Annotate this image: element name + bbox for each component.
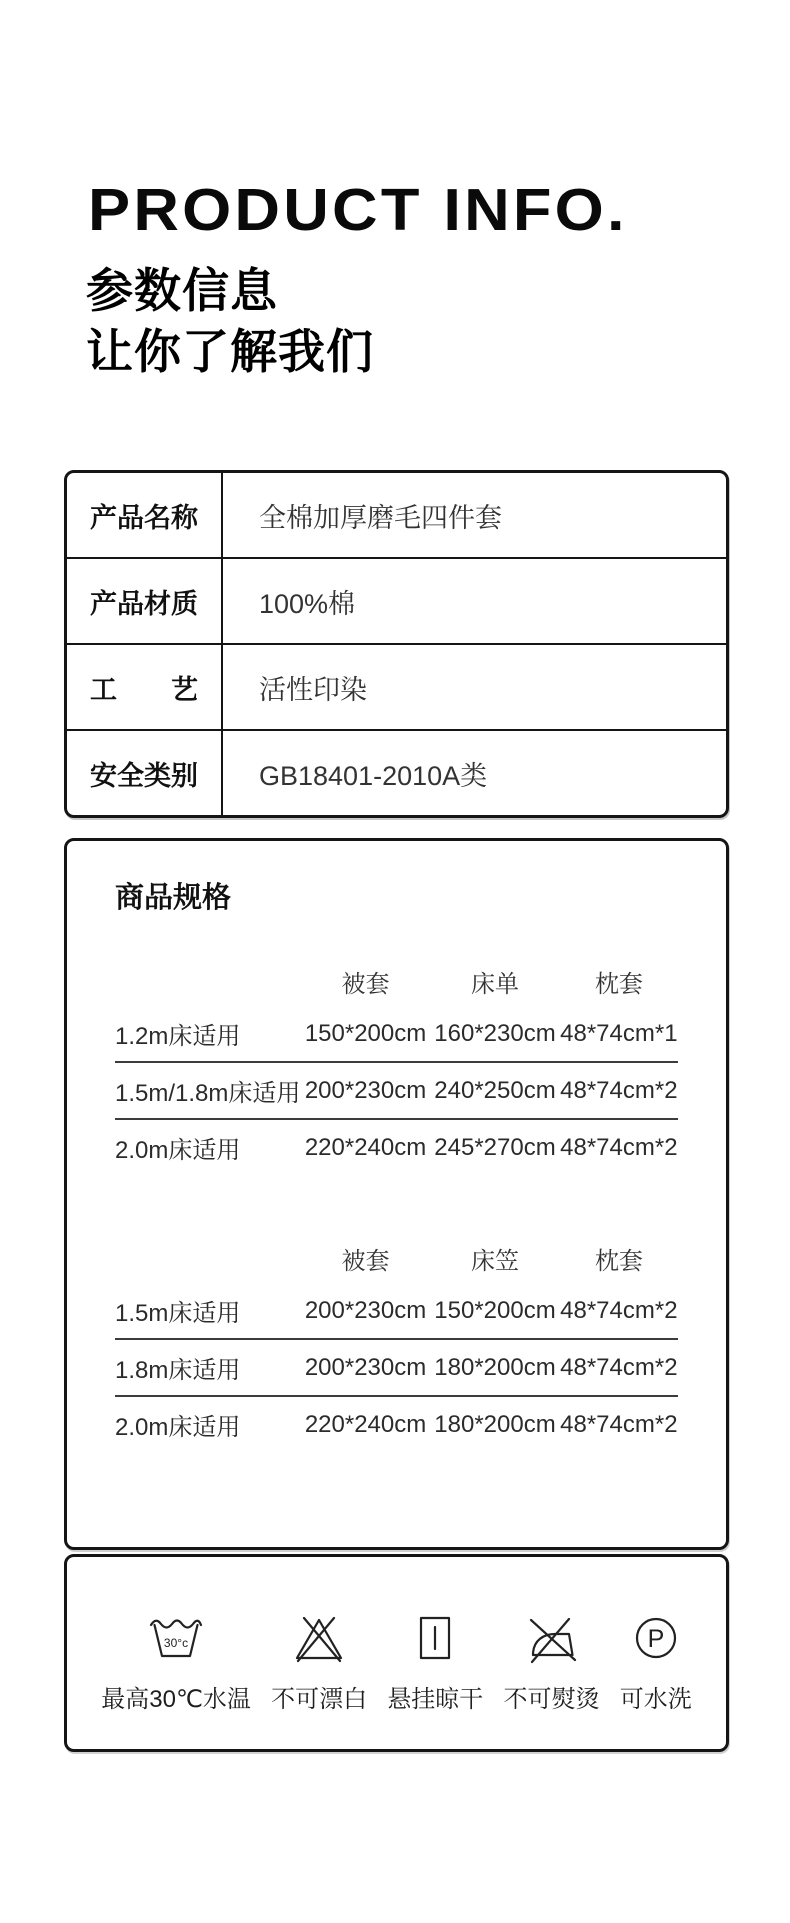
spec-value: 48*74cm*2 <box>560 1353 678 1381</box>
spec-row <box>115 1340 678 1397</box>
spec-header-pillowcase: 枕套 <box>594 1247 643 1275</box>
no-bleach-icon <box>291 1610 347 1666</box>
row-label-craft: 工 艺 <box>67 645 223 729</box>
wash-30-icon <box>148 1610 204 1666</box>
spec-size-label: 2.0m床适用 <box>115 1414 241 1441</box>
care-item-wash-temp <box>101 1610 251 1714</box>
spec-value: 160*230cm <box>434 1019 556 1047</box>
spec-header-duvet-cover: 被套 <box>341 1247 390 1275</box>
washable-icon <box>628 1610 684 1666</box>
spec-header-flat-sheet: 床单 <box>471 970 519 998</box>
row-label-safety-class: 安全类别 <box>67 731 223 815</box>
row-value-material: 100%棉 <box>259 588 356 619</box>
no-iron-icon <box>524 1610 580 1666</box>
spec-header-duvet-cover: 被套 <box>341 970 390 998</box>
table-row <box>67 473 726 559</box>
spec-size-label: 1.5m/1.8m床适用 <box>115 1080 301 1107</box>
specs-section-title: 商品规格 <box>115 882 232 914</box>
care-label: 不可熨烫 <box>503 1686 600 1713</box>
spec-row <box>115 1120 678 1175</box>
care-label: 可水洗 <box>619 1686 692 1713</box>
spec-table-sheet-set <box>115 956 678 1175</box>
spec-header-row <box>115 1233 678 1283</box>
page-heading <box>86 260 374 382</box>
heading-line-2: 让你了解我们 <box>86 325 374 378</box>
care-instructions-panel <box>64 1554 729 1752</box>
spec-row <box>115 1283 678 1340</box>
spec-value: 48*74cm*2 <box>560 1076 678 1104</box>
spec-value: 220*240cm <box>304 1133 427 1161</box>
heading-line-1: 参数信息 <box>86 264 278 317</box>
svg-text:P: P <box>647 1625 665 1653</box>
spec-value: 245*270cm <box>434 1133 556 1161</box>
spec-header-fitted-sheet: 床笠 <box>471 1247 519 1275</box>
care-item-no-iron <box>504 1610 600 1714</box>
row-label-material: 产品材质 <box>67 559 223 643</box>
spec-row <box>115 1006 678 1063</box>
spec-size-label: 1.8m床适用 <box>115 1357 241 1384</box>
spec-value: 48*74cm*2 <box>560 1296 678 1324</box>
spec-table-fitted-set <box>115 1233 678 1452</box>
care-item-hang-dry <box>387 1610 483 1714</box>
spec-value: 240*250cm <box>434 1076 556 1104</box>
svg-text:30°c: 30°c <box>163 1636 189 1650</box>
spec-row <box>115 1063 678 1120</box>
spec-value: 48*74cm*2 <box>560 1410 678 1438</box>
product-specs-panel <box>64 838 729 1550</box>
spec-size-label: 1.5m床适用 <box>115 1300 241 1327</box>
spec-value: 48*74cm*2 <box>560 1133 678 1161</box>
spec-value: 200*230cm <box>304 1296 427 1324</box>
page-title-english: PRODUCT INFO. <box>88 177 628 243</box>
spec-value: 180*200cm <box>434 1410 556 1438</box>
row-value-safety-class: GB18401-2010A类 <box>259 760 488 791</box>
product-info-table <box>64 470 729 818</box>
spec-size-label: 2.0m床适用 <box>115 1137 241 1164</box>
spec-value: 180*200cm <box>434 1353 556 1381</box>
spec-value: 150*200cm <box>304 1019 427 1047</box>
spec-header-row <box>115 956 678 1006</box>
row-value-craft: 活性印染 <box>259 674 367 705</box>
care-item-washable <box>620 1610 692 1714</box>
table-row <box>67 559 726 645</box>
spec-value: 200*230cm <box>304 1353 427 1381</box>
care-label: 不可漂白 <box>271 1686 368 1713</box>
table-row <box>67 731 726 815</box>
care-label: 悬挂晾干 <box>387 1686 484 1713</box>
row-value-product-name: 全棉加厚磨毛四件套 <box>259 502 502 533</box>
spec-size-label: 1.2m床适用 <box>115 1023 241 1050</box>
spec-value: 48*74cm*1 <box>560 1019 678 1047</box>
row-label-product-name: 产品名称 <box>67 473 223 557</box>
care-label: 最高30℃水温 <box>101 1686 251 1713</box>
spec-header-pillowcase: 枕套 <box>594 970 643 998</box>
care-item-no-bleach <box>271 1610 367 1714</box>
hang-dry-icon <box>407 1610 463 1666</box>
spec-value: 200*230cm <box>304 1076 427 1104</box>
spec-value: 150*200cm <box>434 1296 556 1324</box>
spec-row <box>115 1397 678 1452</box>
table-row <box>67 645 726 731</box>
spec-value: 220*240cm <box>304 1410 427 1438</box>
